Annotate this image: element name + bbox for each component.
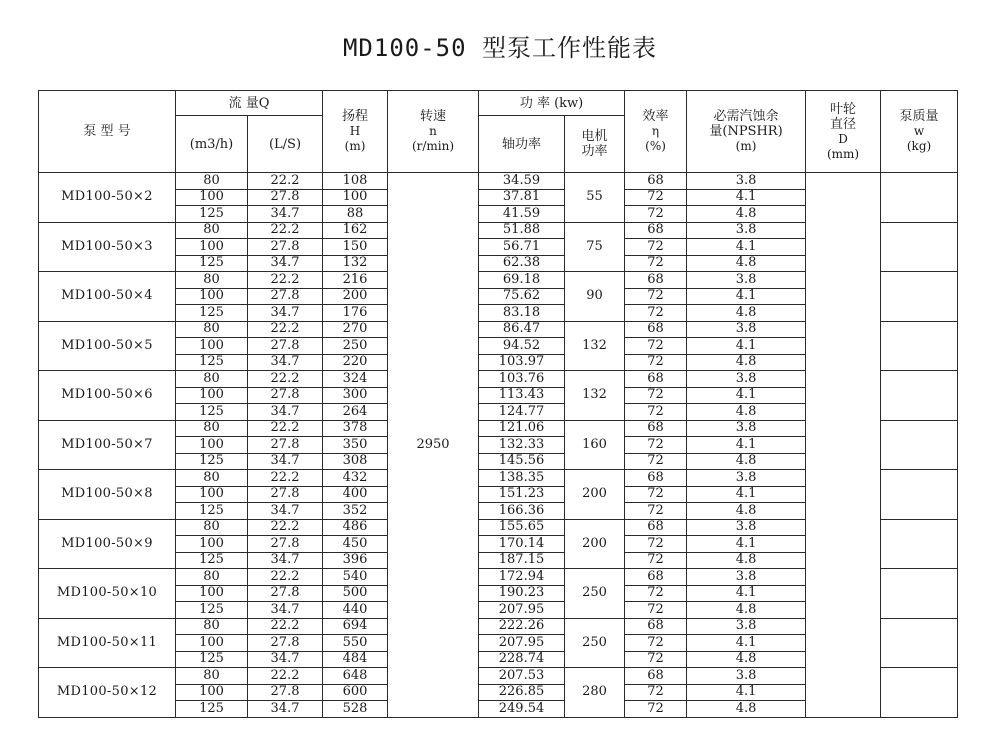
efficiency-cell: 68 xyxy=(625,420,687,437)
efficiency-cell: 72 xyxy=(625,354,687,371)
npshr-cell: 4.1 xyxy=(687,387,806,404)
npshr-cell: 4.1 xyxy=(687,288,806,305)
header-impeller-unit: (mm) xyxy=(826,146,860,161)
header-head-symbol: H xyxy=(349,124,361,138)
npshr-cell: 4.8 xyxy=(687,453,806,470)
efficiency-cell: 72 xyxy=(625,635,687,652)
model-cell: MD100-50×12 xyxy=(39,668,176,718)
flow-m3h-cell: 80 xyxy=(176,371,248,388)
npshr-cell: 4.1 xyxy=(687,239,806,256)
head-cell: 648 xyxy=(323,668,388,685)
flow-m3h-cell: 125 xyxy=(176,651,248,668)
efficiency-cell: 68 xyxy=(625,272,687,289)
mass-cell xyxy=(881,371,958,421)
npshr-cell: 4.1 xyxy=(687,635,806,652)
head-cell: 540 xyxy=(323,569,388,586)
model-cell: MD100-50×4 xyxy=(39,272,176,322)
header-impeller-line1: 叶轮 xyxy=(830,101,857,117)
flow-ls-cell: 27.8 xyxy=(248,387,323,404)
npshr-cell: 4.1 xyxy=(687,684,806,701)
flow-ls-cell: 34.7 xyxy=(248,552,323,569)
shaft-power-cell: 69.18 xyxy=(479,272,565,289)
shaft-power-cell: 166.36 xyxy=(479,503,565,520)
header-efficiency-label: 效率 xyxy=(642,109,669,124)
npshr-cell: 3.8 xyxy=(687,668,806,685)
shaft-power-cell: 170.14 xyxy=(479,536,565,553)
head-cell: 484 xyxy=(323,651,388,668)
flow-ls-cell: 27.8 xyxy=(248,189,323,206)
efficiency-cell: 68 xyxy=(625,618,687,635)
head-cell: 270 xyxy=(323,321,388,338)
flow-ls-cell: 34.7 xyxy=(248,453,323,470)
motor-power-cell: 55 xyxy=(565,173,625,223)
header-speed xyxy=(388,91,479,173)
model-cell: MD100-50×2 xyxy=(39,173,176,223)
header-efficiency-unit: (%) xyxy=(645,139,666,153)
npshr-cell: 4.1 xyxy=(687,486,806,503)
flow-m3h-cell: 125 xyxy=(176,404,248,421)
flow-m3h-cell: 80 xyxy=(176,668,248,685)
efficiency-cell: 72 xyxy=(625,602,687,619)
flow-ls-cell: 34.7 xyxy=(248,255,323,272)
flow-ls-cell: 22.2 xyxy=(248,569,323,586)
flow-ls-cell: 27.8 xyxy=(248,437,323,454)
flow-m3h-cell: 100 xyxy=(176,338,248,355)
npshr-cell: 4.1 xyxy=(687,189,806,206)
shaft-power-cell: 207.95 xyxy=(479,602,565,619)
model-cell: MD100-50×5 xyxy=(39,321,176,371)
head-cell: 528 xyxy=(323,701,388,718)
head-cell: 440 xyxy=(323,602,388,619)
flow-ls-cell: 22.2 xyxy=(248,668,323,685)
npshr-cell: 3.8 xyxy=(687,519,806,536)
shaft-power-cell: 103.76 xyxy=(479,371,565,388)
mass-cell xyxy=(881,321,958,371)
flow-ls-cell: 27.8 xyxy=(248,288,323,305)
motor-power-cell: 280 xyxy=(565,668,625,718)
npshr-cell: 3.8 xyxy=(687,173,806,190)
npshr-cell: 4.8 xyxy=(687,503,806,520)
shaft-power-cell: 86.47 xyxy=(479,321,565,338)
efficiency-cell: 72 xyxy=(625,189,687,206)
flow-ls-cell: 34.7 xyxy=(248,651,323,668)
efficiency-cell: 72 xyxy=(625,651,687,668)
flow-ls-cell: 34.7 xyxy=(248,602,323,619)
header-impeller-symbol: D xyxy=(838,131,848,146)
head-cell: 600 xyxy=(323,684,388,701)
head-cell: 200 xyxy=(323,288,388,305)
head-cell: 264 xyxy=(323,404,388,421)
model-cell: MD100-50×7 xyxy=(39,420,176,470)
flow-ls-cell: 27.8 xyxy=(248,536,323,553)
header-efficiency xyxy=(625,91,687,173)
efficiency-cell: 72 xyxy=(625,552,687,569)
efficiency-cell: 68 xyxy=(625,569,687,586)
flow-ls-cell: 22.2 xyxy=(248,173,323,190)
npshr-cell: 3.8 xyxy=(687,470,806,487)
performance-table xyxy=(38,90,958,718)
flow-ls-cell: 22.2 xyxy=(248,470,323,487)
header-head xyxy=(323,91,388,173)
header-npshr-line2: 量(NPSHR) xyxy=(709,124,783,139)
flow-ls-cell: 22.2 xyxy=(248,321,323,338)
shaft-power-cell: 187.15 xyxy=(479,552,565,569)
flow-m3h-cell: 80 xyxy=(176,420,248,437)
head-cell: 300 xyxy=(323,387,388,404)
efficiency-cell: 68 xyxy=(625,470,687,487)
npshr-cell: 4.8 xyxy=(687,701,806,718)
header-mass-label: 泵质量 xyxy=(899,109,939,124)
npshr-cell: 4.8 xyxy=(687,404,806,421)
mass-cell xyxy=(881,420,958,470)
mass-cell xyxy=(881,519,958,569)
flow-ls-cell: 22.2 xyxy=(248,618,323,635)
flow-m3h-cell: 80 xyxy=(176,173,248,190)
shaft-power-cell: 75.62 xyxy=(479,288,565,305)
header-flow-ls: (L/S) xyxy=(248,116,323,173)
flow-ls-cell: 22.2 xyxy=(248,519,323,536)
motor-power-cell: 250 xyxy=(565,618,625,668)
head-cell: 550 xyxy=(323,635,388,652)
speed-cell: 2950 xyxy=(388,173,479,718)
head-cell: 378 xyxy=(323,420,388,437)
mass-cell xyxy=(881,173,958,223)
shaft-power-cell: 103.97 xyxy=(479,354,565,371)
efficiency-cell: 72 xyxy=(625,305,687,322)
efficiency-cell: 72 xyxy=(625,486,687,503)
npshr-cell: 4.8 xyxy=(687,206,806,223)
shaft-power-cell: 34.59 xyxy=(479,173,565,190)
header-impeller xyxy=(806,91,881,173)
model-cell: MD100-50×10 xyxy=(39,569,176,619)
flow-m3h-cell: 100 xyxy=(176,189,248,206)
efficiency-cell: 68 xyxy=(625,519,687,536)
head-cell: 108 xyxy=(323,173,388,190)
flow-m3h-cell: 80 xyxy=(176,321,248,338)
flow-ls-cell: 22.2 xyxy=(248,420,323,437)
shaft-power-cell: 56.71 xyxy=(479,239,565,256)
flow-m3h-cell: 80 xyxy=(176,618,248,635)
mass-cell xyxy=(881,618,958,668)
flow-m3h-cell: 125 xyxy=(176,552,248,569)
flow-ls-cell: 34.7 xyxy=(248,354,323,371)
flow-m3h-cell: 125 xyxy=(176,602,248,619)
efficiency-cell: 72 xyxy=(625,255,687,272)
flow-m3h-cell: 125 xyxy=(176,701,248,718)
mass-cell xyxy=(881,272,958,322)
header-motor-power-line2: 功率 xyxy=(581,144,608,159)
shaft-power-cell: 249.54 xyxy=(479,701,565,718)
npshr-cell: 4.1 xyxy=(687,338,806,355)
flow-ls-cell: 27.8 xyxy=(248,338,323,355)
npshr-cell: 4.1 xyxy=(687,536,806,553)
shaft-power-cell: 151.23 xyxy=(479,486,565,503)
flow-ls-cell: 27.8 xyxy=(248,635,323,652)
head-cell: 150 xyxy=(323,239,388,256)
flow-m3h-cell: 100 xyxy=(176,387,248,404)
shaft-power-cell: 207.53 xyxy=(479,668,565,685)
head-cell: 132 xyxy=(323,255,388,272)
npshr-cell: 4.8 xyxy=(687,305,806,322)
header-speed-unit: (r/min) xyxy=(411,139,455,153)
flow-ls-cell: 34.7 xyxy=(248,305,323,322)
shaft-power-cell: 207.95 xyxy=(479,635,565,652)
shaft-power-cell: 124.77 xyxy=(479,404,565,421)
model-cell: MD100-50×6 xyxy=(39,371,176,421)
table-row xyxy=(39,173,958,190)
npshr-cell: 3.8 xyxy=(687,222,806,239)
motor-power-cell: 132 xyxy=(565,321,625,371)
model-cell: MD100-50×8 xyxy=(39,470,176,520)
efficiency-cell: 72 xyxy=(625,404,687,421)
efficiency-cell: 68 xyxy=(625,173,687,190)
head-cell: 250 xyxy=(323,338,388,355)
header-motor-power-line1: 电机 xyxy=(581,129,608,144)
efficiency-cell: 72 xyxy=(625,585,687,602)
npshr-cell: 4.8 xyxy=(687,354,806,371)
flow-m3h-cell: 100 xyxy=(176,486,248,503)
header-power: 功 率 (kw) xyxy=(479,91,625,116)
page-title: MD100-50 型泵工作性能表 xyxy=(342,34,658,62)
npshr-cell: 4.8 xyxy=(687,255,806,272)
flow-ls-cell: 22.2 xyxy=(248,222,323,239)
header-flow-m3h: (m3/h) xyxy=(176,116,248,173)
flow-m3h-cell: 80 xyxy=(176,470,248,487)
flow-m3h-cell: 100 xyxy=(176,288,248,305)
npshr-cell: 4.1 xyxy=(687,437,806,454)
efficiency-cell: 72 xyxy=(625,206,687,223)
shaft-power-cell: 145.56 xyxy=(479,453,565,470)
flow-m3h-cell: 125 xyxy=(176,354,248,371)
header-flow: 流 量Q xyxy=(176,91,323,116)
header-speed-label: 转速 xyxy=(420,109,447,124)
shaft-power-cell: 222.26 xyxy=(479,618,565,635)
header-model: 泵 型 号 xyxy=(39,91,176,173)
shaft-power-cell: 83.18 xyxy=(479,305,565,322)
head-cell: 450 xyxy=(323,536,388,553)
flow-ls-cell: 27.8 xyxy=(248,585,323,602)
flow-m3h-cell: 100 xyxy=(176,536,248,553)
npshr-cell: 3.8 xyxy=(687,618,806,635)
efficiency-cell: 68 xyxy=(625,321,687,338)
flow-m3h-cell: 80 xyxy=(176,569,248,586)
head-cell: 308 xyxy=(323,453,388,470)
efficiency-cell: 72 xyxy=(625,701,687,718)
head-cell: 350 xyxy=(323,437,388,454)
flow-m3h-cell: 125 xyxy=(176,255,248,272)
flow-m3h-cell: 125 xyxy=(176,206,248,223)
shaft-power-cell: 138.35 xyxy=(479,470,565,487)
header-mass-symbol: w xyxy=(913,124,925,138)
motor-power-cell: 200 xyxy=(565,519,625,569)
flow-ls-cell: 34.7 xyxy=(248,206,323,223)
header-row-1 xyxy=(39,91,958,116)
head-cell: 176 xyxy=(323,305,388,322)
shaft-power-cell: 226.85 xyxy=(479,684,565,701)
flow-m3h-cell: 125 xyxy=(176,503,248,520)
npshr-cell: 3.8 xyxy=(687,569,806,586)
flow-m3h-cell: 80 xyxy=(176,519,248,536)
flow-ls-cell: 27.8 xyxy=(248,486,323,503)
shaft-power-cell: 41.59 xyxy=(479,206,565,223)
head-cell: 220 xyxy=(323,354,388,371)
header-shaft-power: 轴功率 xyxy=(479,116,565,173)
flow-m3h-cell: 125 xyxy=(176,305,248,322)
motor-power-cell: 132 xyxy=(565,371,625,421)
flow-ls-cell: 22.2 xyxy=(248,272,323,289)
shaft-power-cell: 51.88 xyxy=(479,222,565,239)
table-body xyxy=(39,173,958,718)
efficiency-cell: 72 xyxy=(625,437,687,454)
header-mass-unit: (kg) xyxy=(906,139,932,153)
flow-m3h-cell: 100 xyxy=(176,437,248,454)
efficiency-cell: 68 xyxy=(625,668,687,685)
model-cell: MD100-50×3 xyxy=(39,222,176,272)
npshr-cell: 4.8 xyxy=(687,552,806,569)
npshr-cell: 4.8 xyxy=(687,651,806,668)
head-cell: 88 xyxy=(323,206,388,223)
flow-m3h-cell: 125 xyxy=(176,453,248,470)
head-cell: 100 xyxy=(323,189,388,206)
flow-ls-cell: 34.7 xyxy=(248,503,323,520)
shaft-power-cell: 155.65 xyxy=(479,519,565,536)
header-efficiency-symbol: η xyxy=(651,124,660,138)
header-speed-symbol: n xyxy=(429,124,437,138)
header-head-label: 扬程 xyxy=(342,109,369,124)
shaft-power-cell: 190.23 xyxy=(479,585,565,602)
efficiency-cell: 68 xyxy=(625,222,687,239)
shaft-power-cell: 37.81 xyxy=(479,189,565,206)
mass-cell xyxy=(881,668,958,718)
impeller-cell xyxy=(806,173,881,718)
shaft-power-cell: 62.38 xyxy=(479,255,565,272)
flow-ls-cell: 34.7 xyxy=(248,701,323,718)
efficiency-cell: 72 xyxy=(625,684,687,701)
efficiency-cell: 68 xyxy=(625,371,687,388)
motor-power-cell: 90 xyxy=(565,272,625,322)
shaft-power-cell: 121.06 xyxy=(479,420,565,437)
mass-cell xyxy=(881,470,958,520)
shaft-power-cell: 228.74 xyxy=(479,651,565,668)
efficiency-cell: 72 xyxy=(625,338,687,355)
npshr-cell: 3.8 xyxy=(687,420,806,437)
efficiency-cell: 72 xyxy=(625,536,687,553)
npshr-cell: 3.8 xyxy=(687,321,806,338)
shaft-power-cell: 94.52 xyxy=(479,338,565,355)
shaft-power-cell: 172.94 xyxy=(479,569,565,586)
motor-power-cell: 250 xyxy=(565,569,625,619)
header-mass xyxy=(881,91,958,173)
mass-cell xyxy=(881,569,958,619)
flow-ls-cell: 22.2 xyxy=(248,371,323,388)
head-cell: 432 xyxy=(323,470,388,487)
head-cell: 486 xyxy=(323,519,388,536)
npshr-cell: 4.1 xyxy=(687,585,806,602)
head-cell: 352 xyxy=(323,503,388,520)
efficiency-cell: 72 xyxy=(625,387,687,404)
flow-m3h-cell: 80 xyxy=(176,222,248,239)
model-cell: MD100-50×11 xyxy=(39,618,176,668)
npshr-cell: 3.8 xyxy=(687,371,806,388)
npshr-cell: 3.8 xyxy=(687,272,806,289)
efficiency-cell: 72 xyxy=(625,288,687,305)
model-cell: MD100-50×9 xyxy=(39,519,176,569)
efficiency-cell: 72 xyxy=(625,503,687,520)
flow-ls-cell: 27.8 xyxy=(248,239,323,256)
head-cell: 400 xyxy=(323,486,388,503)
header-npshr-line1: 必需汽蚀余 xyxy=(713,109,779,124)
motor-power-cell: 160 xyxy=(565,420,625,470)
motor-power-cell: 75 xyxy=(565,222,625,272)
flow-m3h-cell: 100 xyxy=(176,635,248,652)
header-impeller-line2: 直径 xyxy=(830,116,857,132)
efficiency-cell: 72 xyxy=(625,239,687,256)
head-cell: 500 xyxy=(323,585,388,602)
head-cell: 216 xyxy=(323,272,388,289)
header-npshr-unit: (m) xyxy=(735,139,757,153)
head-cell: 162 xyxy=(323,222,388,239)
header-npshr xyxy=(687,91,806,173)
flow-m3h-cell: 80 xyxy=(176,272,248,289)
mass-cell xyxy=(881,222,958,272)
flow-m3h-cell: 100 xyxy=(176,684,248,701)
shaft-power-cell: 132.33 xyxy=(479,437,565,454)
shaft-power-cell: 113.43 xyxy=(479,387,565,404)
head-cell: 396 xyxy=(323,552,388,569)
header-head-unit: (m) xyxy=(344,139,366,153)
flow-m3h-cell: 100 xyxy=(176,585,248,602)
head-cell: 324 xyxy=(323,371,388,388)
flow-m3h-cell: 100 xyxy=(176,239,248,256)
header-motor-power xyxy=(565,116,625,173)
npshr-cell: 4.8 xyxy=(687,602,806,619)
motor-power-cell: 200 xyxy=(565,470,625,520)
efficiency-cell: 72 xyxy=(625,453,687,470)
head-cell: 694 xyxy=(323,618,388,635)
flow-ls-cell: 27.8 xyxy=(248,684,323,701)
flow-ls-cell: 34.7 xyxy=(248,404,323,421)
